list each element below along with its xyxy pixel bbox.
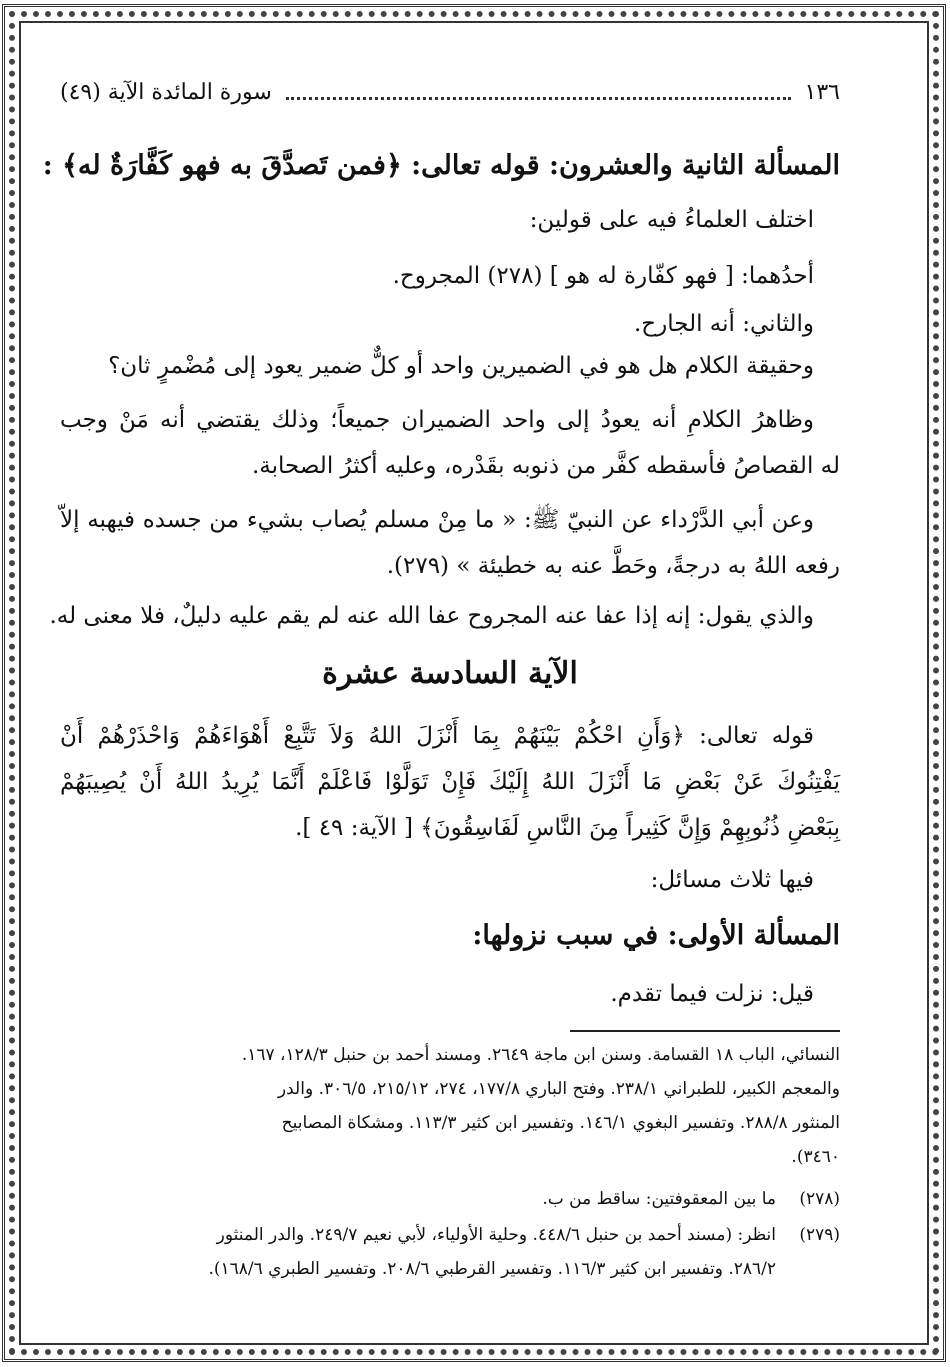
paragraph-line: وحقيقة الكلام هل هو في الضميرين واحد أو كلٌّ ضمير يعود إلى مُضْمرٍ ثان؟ [108, 353, 814, 379]
footnote-line: النسائي، الباب ١٨ القسامة. وسنن ابن ماجة ٢٦٤٩. ومسند أحمد بن حنبل ١٢٨/٣، ١٦٧. [241, 1045, 840, 1065]
quran-verse-line: قوله تعالى: ﴿وَأَنِ احْكُمْ بَيْنَهُمْ بِمَا أَنْزَلَ اللهُ وَلاَ تَتَّبِعْ أَهْوَاءَهُمْ وَاحْذَرْهُمْ أَنْ [60, 723, 814, 749]
issue-1-heading: المسألة الأولى: في سبب نزولها: [472, 920, 840, 951]
paragraph-line: والثاني: أنه الجارح. [633, 311, 814, 337]
footnote-278 [60, 1184, 840, 1214]
book-page [42, 60, 840, 1320]
paragraph-line: وعن أبي الدَّرْداء عن النبيّ ﷺ: « ما مِنْ مسلم يُصاب بشيء من جسده فيهبه إلاّ [60, 507, 814, 533]
paragraph-line: والذي يقول: إنه إذا عفا عنه المجروح عفا الله عنه لم يقم عليه دليلٌ، فلا معنى له. [49, 603, 814, 629]
section-heading: الآية السادسة عشرة [322, 656, 578, 691]
running-head [60, 72, 840, 112]
leader-dots [286, 97, 791, 100]
issue-22-heading: المسألة الثانية والعشرون: قوله تعالى: ﴿فمن تَصدَّقَ به فهو كَفَّارَةٌ له﴾ : [42, 150, 840, 181]
quran-verse-line: يَفْتِنُوكَ عَنْ بَعْضِ مَا أَنْزَلَ اللهُ إِلَيْكَ فَإِنْ تَوَلَّوْا فَاعْلَمْ أَنَّمَا يُرِيدُ اللهُ أَنْ يُصِيبَهُمْ [60, 769, 840, 795]
paragraph-line: قيل: نزلت فيما تقدم. [610, 981, 814, 1007]
running-head-title: سورة المائدة الآية (٤٩) [60, 79, 272, 105]
footnote-line: ٢٨٦/٢. وتفسير ابن كثير ١١٦/٣. وتفسير القرطبي ٢٠٨/٦. وتفسير الطبري ١٦٨/٦). [208, 1259, 776, 1279]
footnote-line: ٣٤٦٠). [791, 1147, 840, 1167]
footnote-line: والمعجم الكبير، للطبراني ٢٣٨/١. وفتح الباري ١٧٧/٨، ٢٧٤، ٢١٥/١٢، ٣٠٦/٥. والدر [277, 1079, 840, 1099]
paragraph-line: اختلف العلماءُ فيه على قولين: [529, 207, 814, 233]
footnote-separator [570, 1030, 840, 1032]
footnote-number: (٢٧٨) [799, 1189, 840, 1209]
footnote-line: المنثور ٢٨٨/٨. وتفسير البغوي ١٤٦/١. وتفسير ابن كثير ١١٣/٣. ومشكاة المصابيح [281, 1113, 840, 1133]
footnote-text: ما بين المعقوفتين: ساقط من ب. [542, 1189, 776, 1209]
quran-verse-line: بِبَعْضِ ذُنُوبِهِمْ وَإِنَّ كَثِيراً مِنَ النَّاسِ لَفَاسِقُونَ﴾ [ الآية: ٤٩ ]. [295, 815, 840, 841]
paragraph-line: رفعه اللهُ به درجةً، وحَطَّ عنه به خطيئة » (٢٧٩). [386, 553, 840, 579]
footnote-279 [60, 1220, 840, 1250]
page-number: ١٣٦ [804, 79, 840, 105]
paragraph-line: فيها ثلاث مسائل: [650, 867, 814, 893]
paragraph-line: أحدُهما: [ فهو كفّارة له هو ] (٢٧٨) المجروح. [392, 263, 814, 289]
paragraph-line: وظاهرُ الكلامِ أنه يعودُ إلى واحد الضميران جميعاً؛ وذلك يقتضي أنه مَنْ وجب [60, 407, 814, 433]
paragraph-line: له القصاصُ فأسقطه كفَّر من ذنوبه بقَدْره، وعليه أكثرُ الصحابة. [251, 453, 840, 479]
footnote-text: انظر: (مسند أحمد بن حنبل ٤٤٨/٦. وحلية الأولياء، لأبي نعيم ٢٤٩/٧. والدر المنثور [216, 1225, 776, 1245]
footnote-number: (٢٧٩) [799, 1225, 840, 1245]
